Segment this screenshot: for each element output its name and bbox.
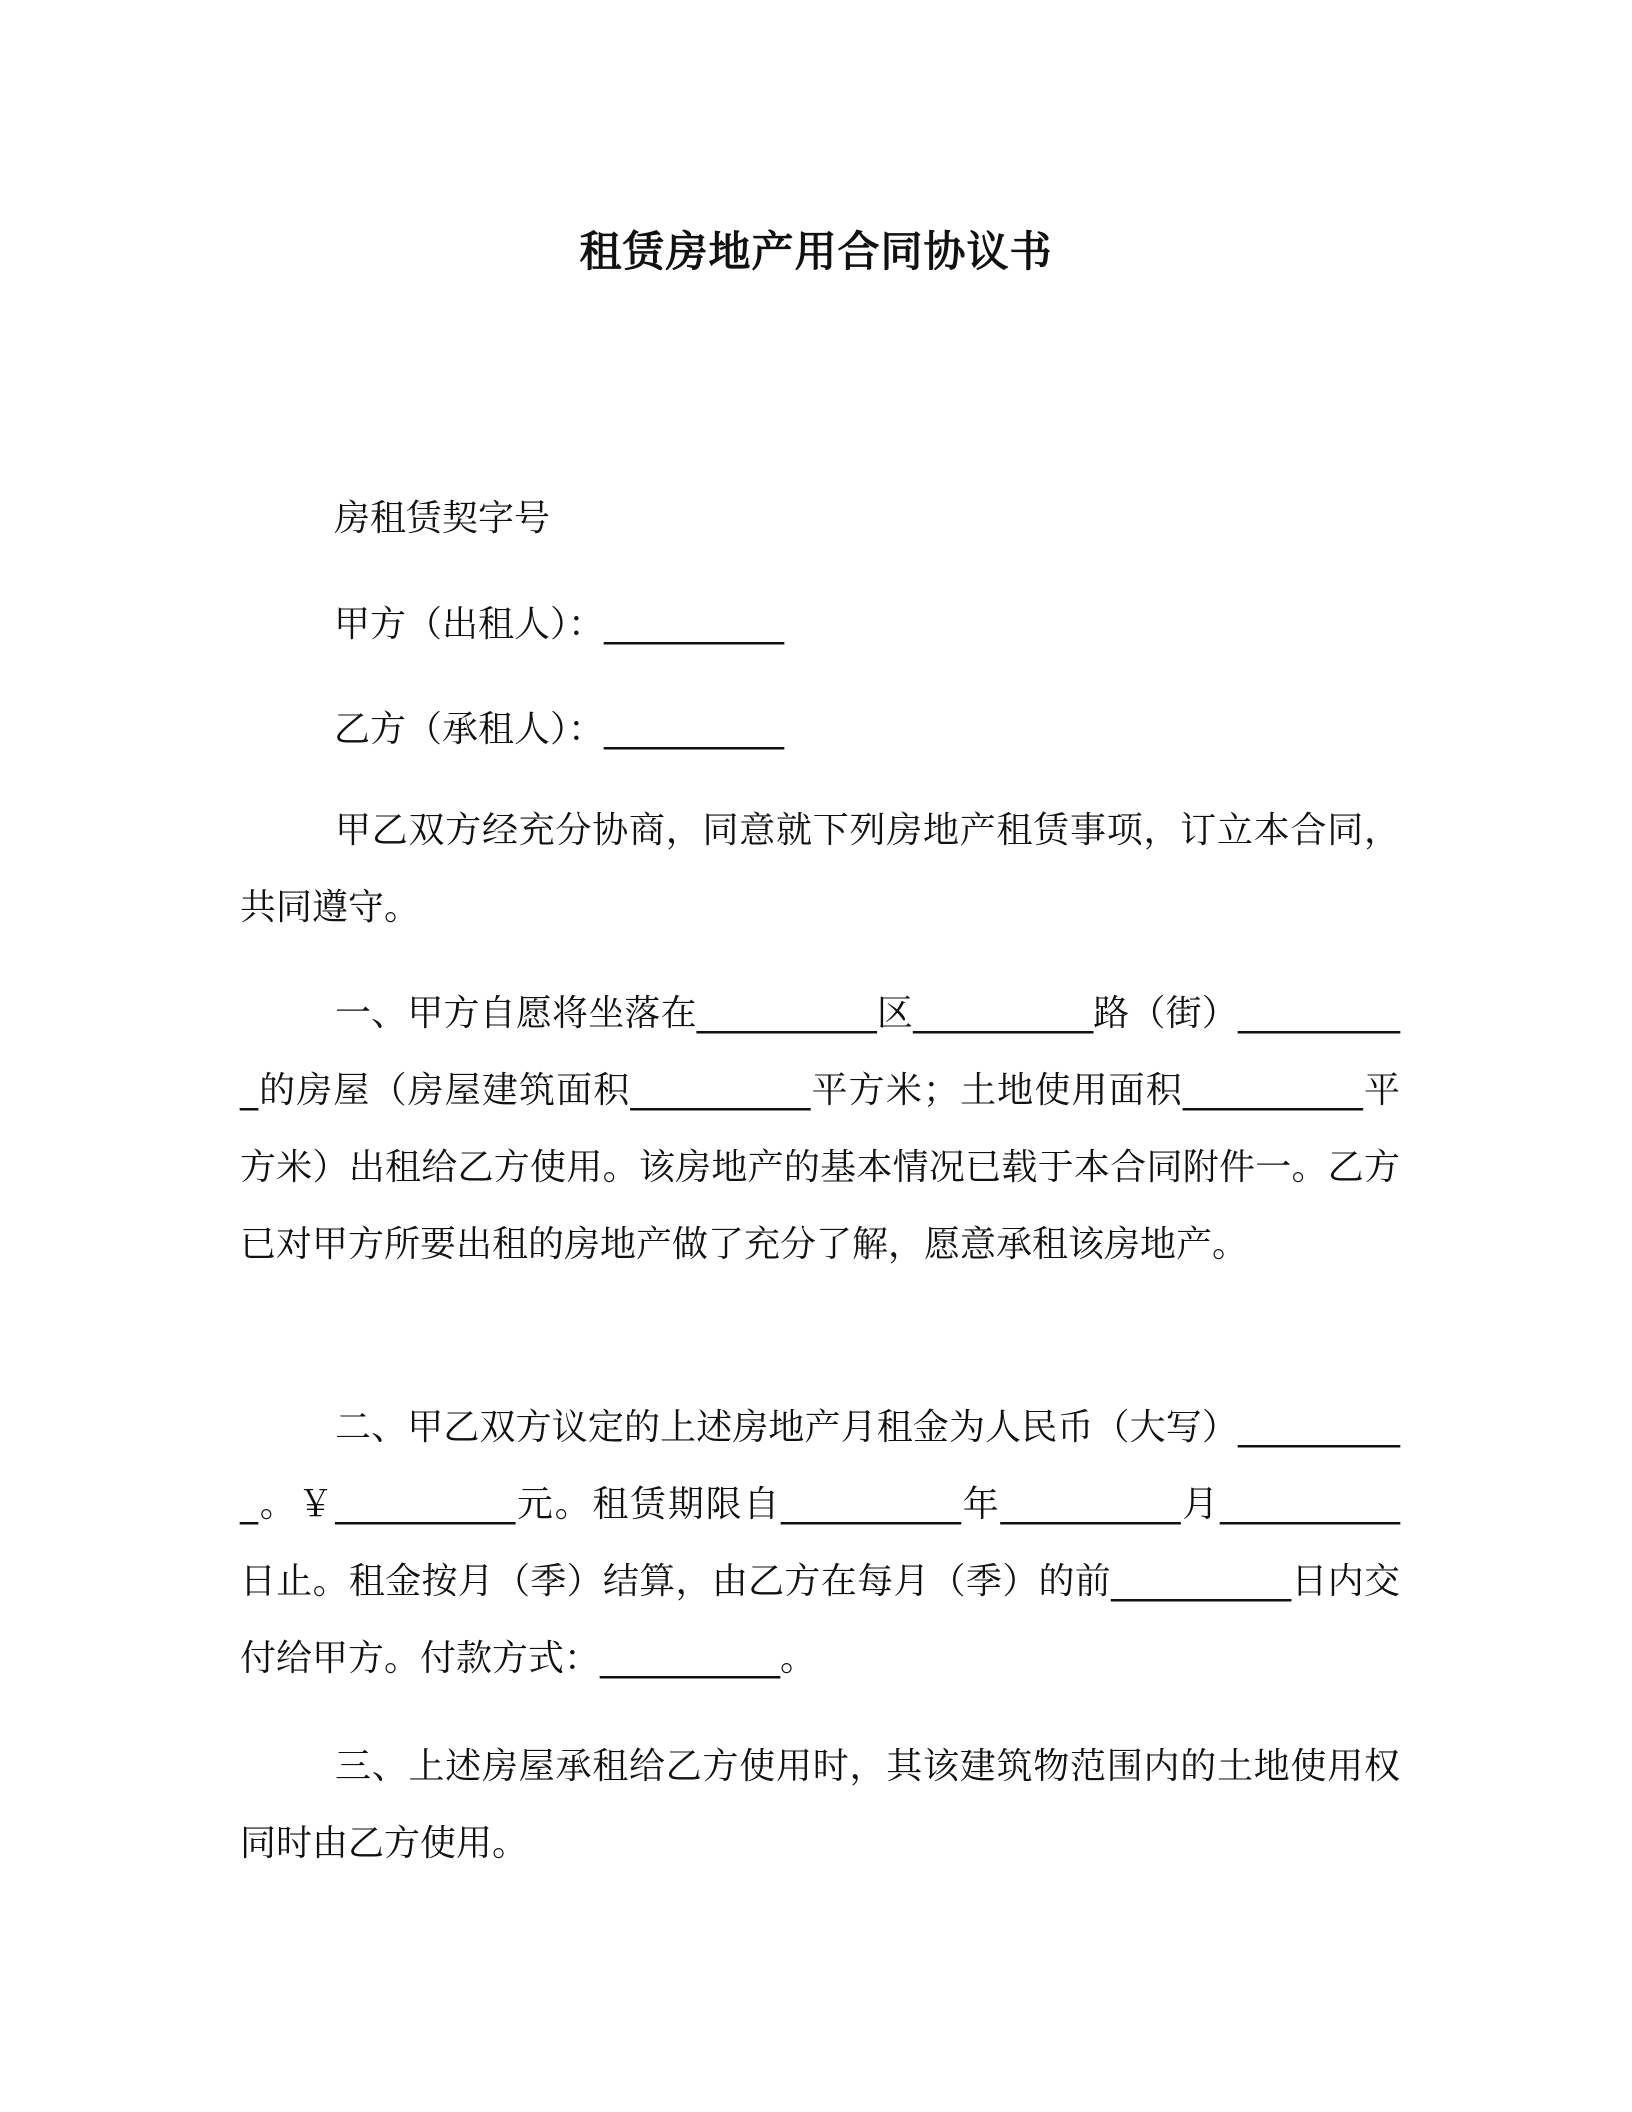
clause-two-paragraph: 二、甲乙双方议定的上述房地产月租金为人民币（大写）__________。￥__________元。租赁期限自__________年__________月__________日止。租金按月（季）结算，由乙方在每月（季）的前__________日内交付给甲方。付款方式：__________。 [240, 1407, 1400, 1679]
intro-paragraph: 甲乙双方经充分协商，同意就下列房地产租赁事项，订立本合同，共同遵守。 [240, 810, 1400, 928]
clause-three-paragraph: 三、上述房屋承租给乙方使用时，其该建筑物范围内的土地使用权同时由乙方使用。 [240, 1746, 1400, 1864]
party-a-line: 甲方（出租人）：__________ [334, 604, 785, 645]
contract-number-line: 房租赁契字号 [334, 498, 551, 539]
clause-one-paragraph: 一、甲方自愿将坐落在__________区__________路（街）__________的房屋（房屋建筑面积__________平方米；土地使用面积__________平方米）出租给乙方使用。该房地产的基本情况已载于本合同附件一。乙方已对甲方所要出租的房地产做了充分了解，愿意承租该房地产。 [240, 993, 1400, 1265]
party-b-line: 乙方（承租人）：__________ [334, 709, 785, 750]
document-title: 租赁房地产用合同协议书 [579, 227, 1053, 276]
